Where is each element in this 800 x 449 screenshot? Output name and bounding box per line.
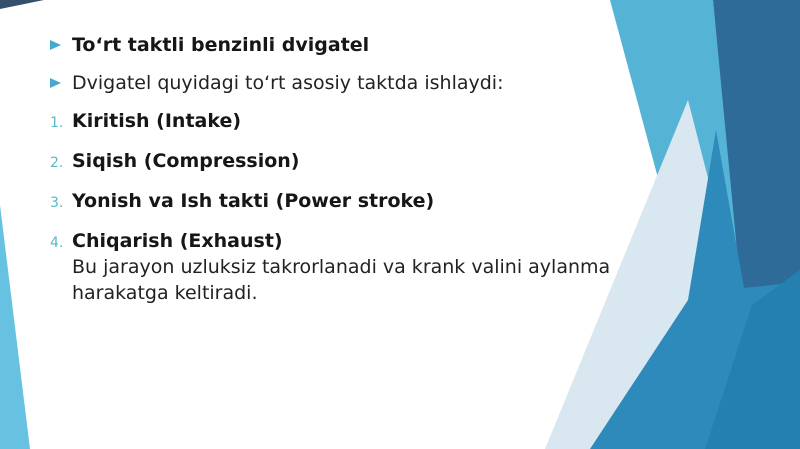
bullet-marker <box>50 71 72 92</box>
numbered-item <box>50 229 710 306</box>
numbered-item-label: Siqish (Compression) <box>72 150 300 172</box>
bullet-item-label: Dvigatel quyidagi to‘rt asosiy taktda ishlaydi: <box>72 72 504 94</box>
list-number-marker <box>50 109 72 136</box>
numbered-item-label: Chiqarish (Exhaust) <box>72 230 283 252</box>
list-number-marker <box>50 189 72 216</box>
list-number: 3. <box>50 195 64 211</box>
list-number-marker <box>50 229 72 256</box>
numbered-item <box>50 189 710 216</box>
numbered-item <box>50 149 710 176</box>
triangle-right-icon <box>50 40 61 50</box>
bullet-marker <box>50 33 72 54</box>
slide-content <box>50 33 710 319</box>
paragraph <box>72 254 610 306</box>
numbered-item <box>50 109 710 136</box>
list-number: 1. <box>50 115 64 131</box>
bullet-item-label: To‘rt taktli benzinli dvigatel <box>72 34 370 56</box>
bullet-item <box>50 33 710 58</box>
list-number: 2. <box>50 155 64 171</box>
numbered-item-label: Kiritish (Intake) <box>72 110 242 132</box>
bullet-item <box>50 71 710 96</box>
list-number-marker <box>50 149 72 176</box>
list-number: 4. <box>50 235 64 251</box>
triangle-right-icon <box>50 78 61 88</box>
paragraph-line: Bu jarayon uzluksiz takrorlanadi va krank valini aylanma <box>72 256 611 278</box>
numbered-item-label: Yonish va Ish takti (Power stroke) <box>72 190 435 212</box>
paragraph-line: harakatga keltiradi. <box>72 282 258 304</box>
numbered-item-body <box>72 229 610 306</box>
